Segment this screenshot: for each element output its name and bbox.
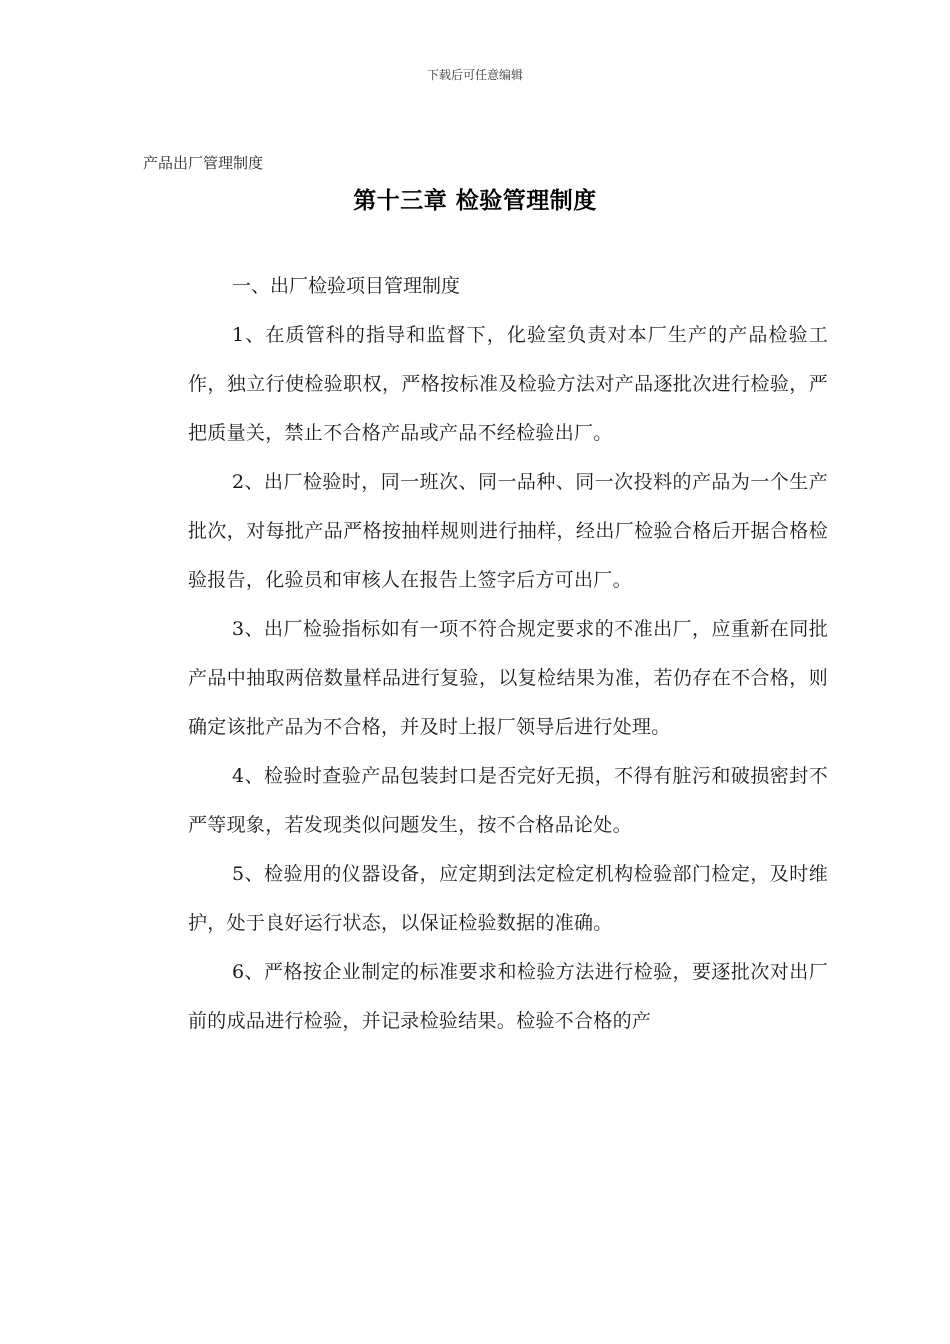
paragraph-5: 5、检验用的仪器设备，应定期到法定检定机构检验部门检定，及时维护，处于良好运行状态，以保证检验数据的准确。	[188, 863, 828, 934]
document-body	[188, 262, 828, 1046]
paragraph-3: 3、出厂检验指标如有一项不符合规定要求的不准出厂，应重新在同批产品中抽取两倍数量样品进行复验，以复检结果为准，若仍存在不合格，则确定该批产品为不合格，并及时上报厂领导后进行处理。	[188, 618, 828, 738]
section-heading: 一、出厂检验项目管理制度	[232, 275, 461, 297]
paragraph-1: 1、在质管科的指导和监督下，化验室负责对本厂生产的产品检验工作，独立行使检验职权，严格按标准及检验方法对产品逐批次进行检验，严把质量关，禁止不合格产品或产品不经检验出厂。	[188, 324, 828, 444]
chapter-title: 第十三章 检验管理制度	[353, 187, 597, 214]
paragraph-2: 2、出厂检验时，同一班次、同一品种、同一次投料的产品为一个生产批次，对每批产品严格按抽样规则进行抽样，经出厂检验合格后开据合格检验报告，化验员和审核人在报告上签字后方可出厂。	[188, 471, 828, 591]
paragraph-4: 4、检验时查验产品包装封口是否完好无损，不得有脏污和破损密封不严等现象，若发现类似问题发生，按不合格品论处。	[188, 765, 828, 836]
document-label: 产品出厂管理制度	[143, 154, 264, 172]
paragraph-6: 6、严格按企业制定的标准要求和检验方法进行检验，要逐批次对出厂前的成品进行检验，并记录检验结果。检验不合格的产	[188, 961, 828, 1032]
page-header-note: 下载后可任意编辑	[426, 68, 523, 82]
